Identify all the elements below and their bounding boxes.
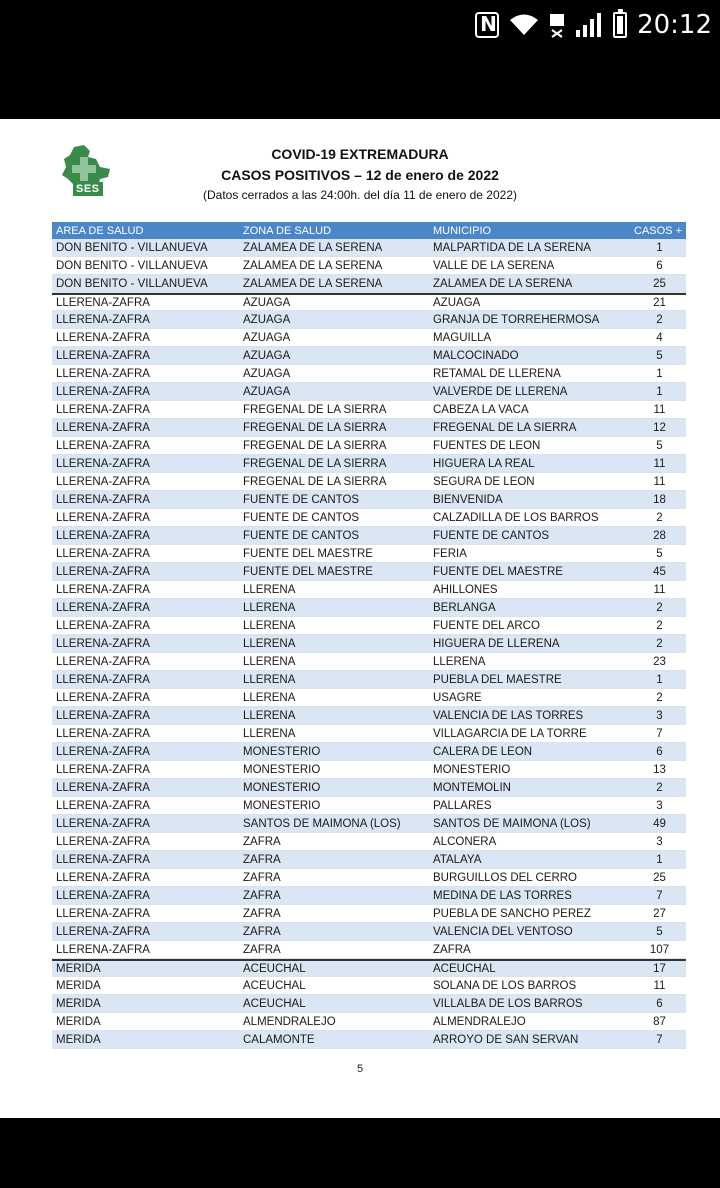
cell-casos: 2 [656,511,663,524]
cell-area: LLERENA-ZAFRA [56,475,150,488]
table-row [52,275,686,293]
cell-area: LLERENA-ZAFRA [56,367,150,380]
cell-municipio: VILLALBA DE LOS BARROS [433,997,583,1010]
table-row [52,743,686,761]
cell-zona: AZUAGA [243,385,291,398]
cell-zona: FREGENAL DE LA SIERRA [243,475,387,488]
cell-casos: 25 [653,871,666,884]
table-row [52,527,686,545]
table-row [52,779,686,797]
cell-zona: FUENTE DEL MAESTRE [243,565,373,578]
cell-area: LLERENA-ZAFRA [56,493,150,506]
cell-area: LLERENA-ZAFRA [56,457,150,470]
cell-municipio: LLERENA [433,655,486,668]
signal-icon [575,12,603,38]
cell-area: LLERENA-ZAFRA [56,727,150,740]
wifi-icon [509,13,539,37]
cell-area: LLERENA-ZAFRA [56,817,150,830]
table-row [52,1013,686,1031]
cell-area: LLERENA-ZAFRA [56,349,150,362]
cell-municipio: AHILLONES [433,583,498,596]
table-row [52,941,686,959]
status-bar [0,0,720,50]
cell-municipio: SANTOS DE MAIMONA (LOS) [433,817,591,830]
cell-casos: 5 [656,349,663,362]
cell-area: LLERENA-ZAFRA [56,709,150,722]
table-row [52,653,686,671]
cell-zona: LLERENA [243,601,296,614]
table-row [52,563,686,581]
cell-municipio: FUENTES DE LEON [433,439,541,452]
cell-casos: 27 [653,907,666,920]
table-row [52,491,686,509]
cell-municipio: ACEUCHAL [433,962,496,975]
cell-casos: 23 [653,655,666,668]
cell-zona: ZALAMEA DE LA SERENA [243,241,383,254]
cell-zona: FREGENAL DE LA SIERRA [243,403,387,416]
cell-casos: 2 [656,691,663,704]
cell-zona: ZAFRA [243,853,281,866]
cell-zona: ZAFRA [243,907,281,920]
cell-area: LLERENA-ZAFRA [56,331,150,344]
cell-municipio: MEDINA DE LAS TORRES [433,889,572,902]
cell-area: LLERENA-ZAFRA [56,907,150,920]
cell-area: DON BENITO - VILLANUEVA [56,259,208,272]
table-row [52,617,686,635]
status-icons [475,8,712,42]
cell-casos: 2 [656,781,663,794]
cell-zona: AZUAGA [243,331,291,344]
table-row [52,869,686,887]
cell-area: DON BENITO - VILLANUEVA [56,241,208,254]
cell-area: LLERENA-ZAFRA [56,655,150,668]
cell-zona: MONESTERIO [243,799,321,812]
cell-municipio: GRANJA DE TORREHERMOSA [433,313,600,326]
cell-municipio: RETAMAL DE LLERENA [433,367,561,380]
cell-municipio: FERIA [433,547,467,560]
cell-casos: 1 [656,385,663,398]
cell-zona: ZAFRA [243,943,281,956]
cell-municipio: CALZADILLA DE LOS BARROS [433,511,599,524]
cell-zona: SANTOS DE MAIMONA (LOS) [243,817,401,830]
cell-area: LLERENA-ZAFRA [56,925,150,938]
cell-area: LLERENA-ZAFRA [56,745,150,758]
cell-zona: AZUAGA [243,349,291,362]
cell-casos: 45 [653,565,666,578]
cell-area: MÉRIDA [56,962,101,975]
table-row [52,671,686,689]
table-row [52,383,686,401]
cell-zona: LLERENA [243,673,296,686]
table-header [52,222,686,239]
cell-area: LLERENA-ZAFRA [56,565,150,578]
cell-area: DON BENITO - VILLANUEVA [56,277,208,290]
cell-municipio: FREGENAL DE LA SIERRA [433,421,577,434]
cell-area: LLERENA-ZAFRA [56,547,150,560]
cell-zona: ACEUCHAL [243,979,306,992]
cell-municipio: VALLE DE LA SERENA [433,259,555,272]
cell-municipio: CABEZA LA VACA [433,403,529,416]
cell-casos: 87 [653,1015,666,1028]
cell-municipio: BERLANGA [433,601,496,614]
battery-icon [613,12,627,38]
cell-zona: ZAFRA [243,835,281,848]
cell-municipio: ARROYO DE SAN SERVAN [433,1033,579,1046]
cell-municipio: BIENVENIDA [433,493,503,506]
cell-area: LLERENA-ZAFRA [56,583,150,596]
cell-municipio: MAGUILLA [433,331,492,344]
cell-casos: 3 [656,709,663,722]
cell-casos: 49 [653,817,666,830]
cell-casos: 1 [656,853,663,866]
cell-area: MÉRIDA [56,979,101,992]
cell-municipio: FUENTE DEL MAESTRE [433,565,563,578]
data-transfer-icon [549,12,565,38]
nfc-icon [475,12,499,38]
table-row [52,347,686,365]
cell-zona: FUENTE DEL MAESTRE [243,547,373,560]
cell-casos: 21 [653,296,666,309]
cell-casos: 2 [656,601,663,614]
table-row [52,419,686,437]
cell-municipio: VILLAGARCIA DE LA TORRE [433,727,587,740]
table-row [52,581,686,599]
cell-zona: LLERENA [243,691,296,704]
header-area: AREA DE SALUD [56,224,144,237]
cell-casos: 2 [656,313,663,326]
cell-casos: 2 [656,637,663,650]
cell-zona: LLERENA [243,727,296,740]
cell-zona: FUENTE DE CANTOS [243,493,360,506]
cell-casos: 6 [656,259,663,272]
cell-area: LLERENA-ZAFRA [56,763,150,776]
table-row [52,761,686,779]
cell-casos: 7 [656,1033,663,1046]
cell-casos: 11 [653,583,666,596]
table-row [52,1031,686,1049]
cell-municipio: USAGRE [433,691,482,704]
cell-municipio: FUENTE DEL ARCO [433,619,540,632]
table-row [52,905,686,923]
table-row [52,257,686,275]
cell-casos: 4 [656,331,663,344]
cell-zona: CALAMONTE [243,1033,315,1046]
cell-casos: 11 [653,979,666,992]
table-row [52,437,686,455]
header-municipio: MUNICIPIO [433,224,492,237]
cell-zona: LLERENA [243,637,296,650]
cell-municipio: CALERA DE LEON [433,745,533,758]
cell-casos: 11 [653,403,666,416]
cell-casos: 25 [653,277,666,290]
cell-municipio: ATALAYA [433,853,482,866]
table-row [52,689,686,707]
cell-zona: ALMENDRALEJO [243,1015,336,1028]
cell-municipio: FUENTE DE CANTOS [433,529,550,542]
cell-zona: LLERENA [243,583,296,596]
cell-area: LLERENA-ZAFRA [56,529,150,542]
table-row [52,455,686,473]
cell-casos: 11 [653,457,666,470]
table-row [52,365,686,383]
cell-area: LLERENA-ZAFRA [56,619,150,632]
table-row [52,923,686,941]
cell-area: MÉRIDA [56,1033,101,1046]
cell-casos: 12 [653,421,666,434]
table-row [52,725,686,743]
cell-municipio: ALCONERA [433,835,497,848]
cell-area: MÉRIDA [56,1015,101,1028]
table-row [52,707,686,725]
cell-municipio: VALVERDE DE LLERENA [433,385,568,398]
cell-zona: MONESTERIO [243,745,321,758]
cell-zona: MONESTERIO [243,763,321,776]
cell-area: LLERENA-ZAFRA [56,421,150,434]
cell-area: LLERENA-ZAFRA [56,799,150,812]
cell-area: LLERENA-ZAFRA [56,781,150,794]
cases-table [52,222,686,1049]
cell-municipio: ZAFRA [433,943,471,956]
cell-zona: ZAFRA [243,889,281,902]
cell-casos: 5 [656,925,663,938]
cell-casos: 107 [649,943,670,956]
cell-zona: FREGENAL DE LA SIERRA [243,439,387,452]
table-row [52,599,686,617]
cell-zona: ZAFRA [243,925,281,938]
table-row [52,401,686,419]
page-number: 5 [356,1063,364,1075]
cell-casos: 13 [653,763,666,776]
cell-casos: 3 [656,835,663,848]
cell-zona: FUENTE DE CANTOS [243,511,360,524]
cell-municipio: ZALAMEA DE LA SERENA [433,277,573,290]
logo-text: SES [73,182,103,196]
header-casos: CASOS + [634,224,682,237]
cell-casos: 3 [656,799,663,812]
cell-zona: FREGENAL DE LA SIERRA [243,457,387,470]
table-row [52,959,686,977]
table-row [52,635,686,653]
cell-zona: ZAFRA [243,871,281,884]
table-row [52,995,686,1013]
table-row [52,473,686,491]
cell-zona: ACEUCHAL [243,962,306,975]
cell-area: LLERENA-ZAFRA [56,296,150,309]
cell-casos: 7 [656,889,663,902]
cell-area: LLERENA-ZAFRA [56,871,150,884]
cell-area: LLERENA-ZAFRA [56,439,150,452]
document-page [0,119,720,1118]
cell-municipio: SOLANA DE LOS BARROS [433,979,577,992]
cell-zona: ZALAMEA DE LA SERENA [243,277,383,290]
cell-area: LLERENA-ZAFRA [56,943,150,956]
cell-area: LLERENA-ZAFRA [56,637,150,650]
cell-municipio: BURGUILLOS DEL CERRO [433,871,577,884]
table-body [52,239,686,1049]
cell-zona: LLERENA [243,619,296,632]
table-row [52,833,686,851]
table-row [52,509,686,527]
table-row [52,311,686,329]
cell-area: LLERENA-ZAFRA [56,403,150,416]
table-row [52,293,686,311]
cell-area: LLERENA-ZAFRA [56,601,150,614]
header-zona: ZONA DE SALUD [243,224,332,237]
cell-municipio: SEGURA DE LEON [433,475,535,488]
cell-zona: AZUAGA [243,296,291,309]
cell-area: LLERENA-ZAFRA [56,889,150,902]
cell-municipio: PALLARES [433,799,492,812]
cell-casos: 11 [653,475,666,488]
cell-casos: 1 [656,673,663,686]
cell-area: MÉRIDA [56,997,101,1010]
cell-municipio: MALPARTIDA DE LA SERENA [433,241,592,254]
cell-zona: FUENTE DE CANTOS [243,529,360,542]
table-row [52,545,686,563]
cell-municipio: VALENCIA DEL VENTOSO [433,925,573,938]
cell-casos: 1 [656,241,663,254]
table-row [52,851,686,869]
cell-area: LLERENA-ZAFRA [56,835,150,848]
table-row [52,239,686,257]
cell-area: LLERENA-ZAFRA [56,691,150,704]
cell-casos: 2 [656,619,663,632]
cell-casos: 17 [653,962,666,975]
cell-zona: FREGENAL DE LA SIERRA [243,421,387,434]
cell-area: LLERENA-ZAFRA [56,853,150,866]
cell-municipio: HIGUERA DE LLERENA [433,637,560,650]
cell-casos: 5 [656,547,663,560]
cell-zona: AZUAGA [243,367,291,380]
table-row [52,815,686,833]
cell-zona: LLERENA [243,655,296,668]
cell-casos: 6 [656,997,663,1010]
table-row [52,797,686,815]
cell-casos: 6 [656,745,663,758]
cell-zona: ACEUCHAL [243,997,306,1010]
cell-zona: MONESTERIO [243,781,321,794]
cell-casos: 28 [653,529,666,542]
cell-municipio: MONTEMOLIN [433,781,511,794]
cell-municipio: PUEBLA DE SANCHO PEREZ [433,907,591,920]
status-time: 20:12 [637,10,712,40]
cell-municipio: VALENCIA DE LAS TORRES [433,709,584,722]
cell-zona: ZALAMEA DE LA SERENA [243,259,383,272]
cell-municipio: MONESTERIO [433,763,511,776]
table-row [52,887,686,905]
cell-casos: 1 [656,367,663,380]
document-title: COVID-19 EXTREMADURA [271,146,449,162]
cell-area: LLERENA-ZAFRA [56,673,150,686]
cell-area: LLERENA-ZAFRA [56,313,150,326]
cell-municipio: HIGUERA LA REAL [433,457,535,470]
document-note: (Datos cerrados a las 24:00h. del día 11 de enero de 2022) [203,188,517,202]
cell-municipio: ALMENDRALEJO [433,1015,526,1028]
cell-municipio: MALCOCINADO [433,349,519,362]
cell-area: LLERENA-ZAFRA [56,385,150,398]
table-row [52,329,686,347]
cell-municipio: PUEBLA DEL MAESTRE [433,673,562,686]
cell-municipio: AZUAGA [433,296,481,309]
document-subtitle: CASOS POSITIVOS – 12 de enero de 2022 [221,167,499,183]
cell-casos: 5 [656,439,663,452]
table-row [52,977,686,995]
cell-area: LLERENA-ZAFRA [56,511,150,524]
cell-zona: LLERENA [243,709,296,722]
cell-casos: 7 [656,727,663,740]
cell-casos: 18 [653,493,666,506]
cell-zona: AZUAGA [243,313,291,326]
